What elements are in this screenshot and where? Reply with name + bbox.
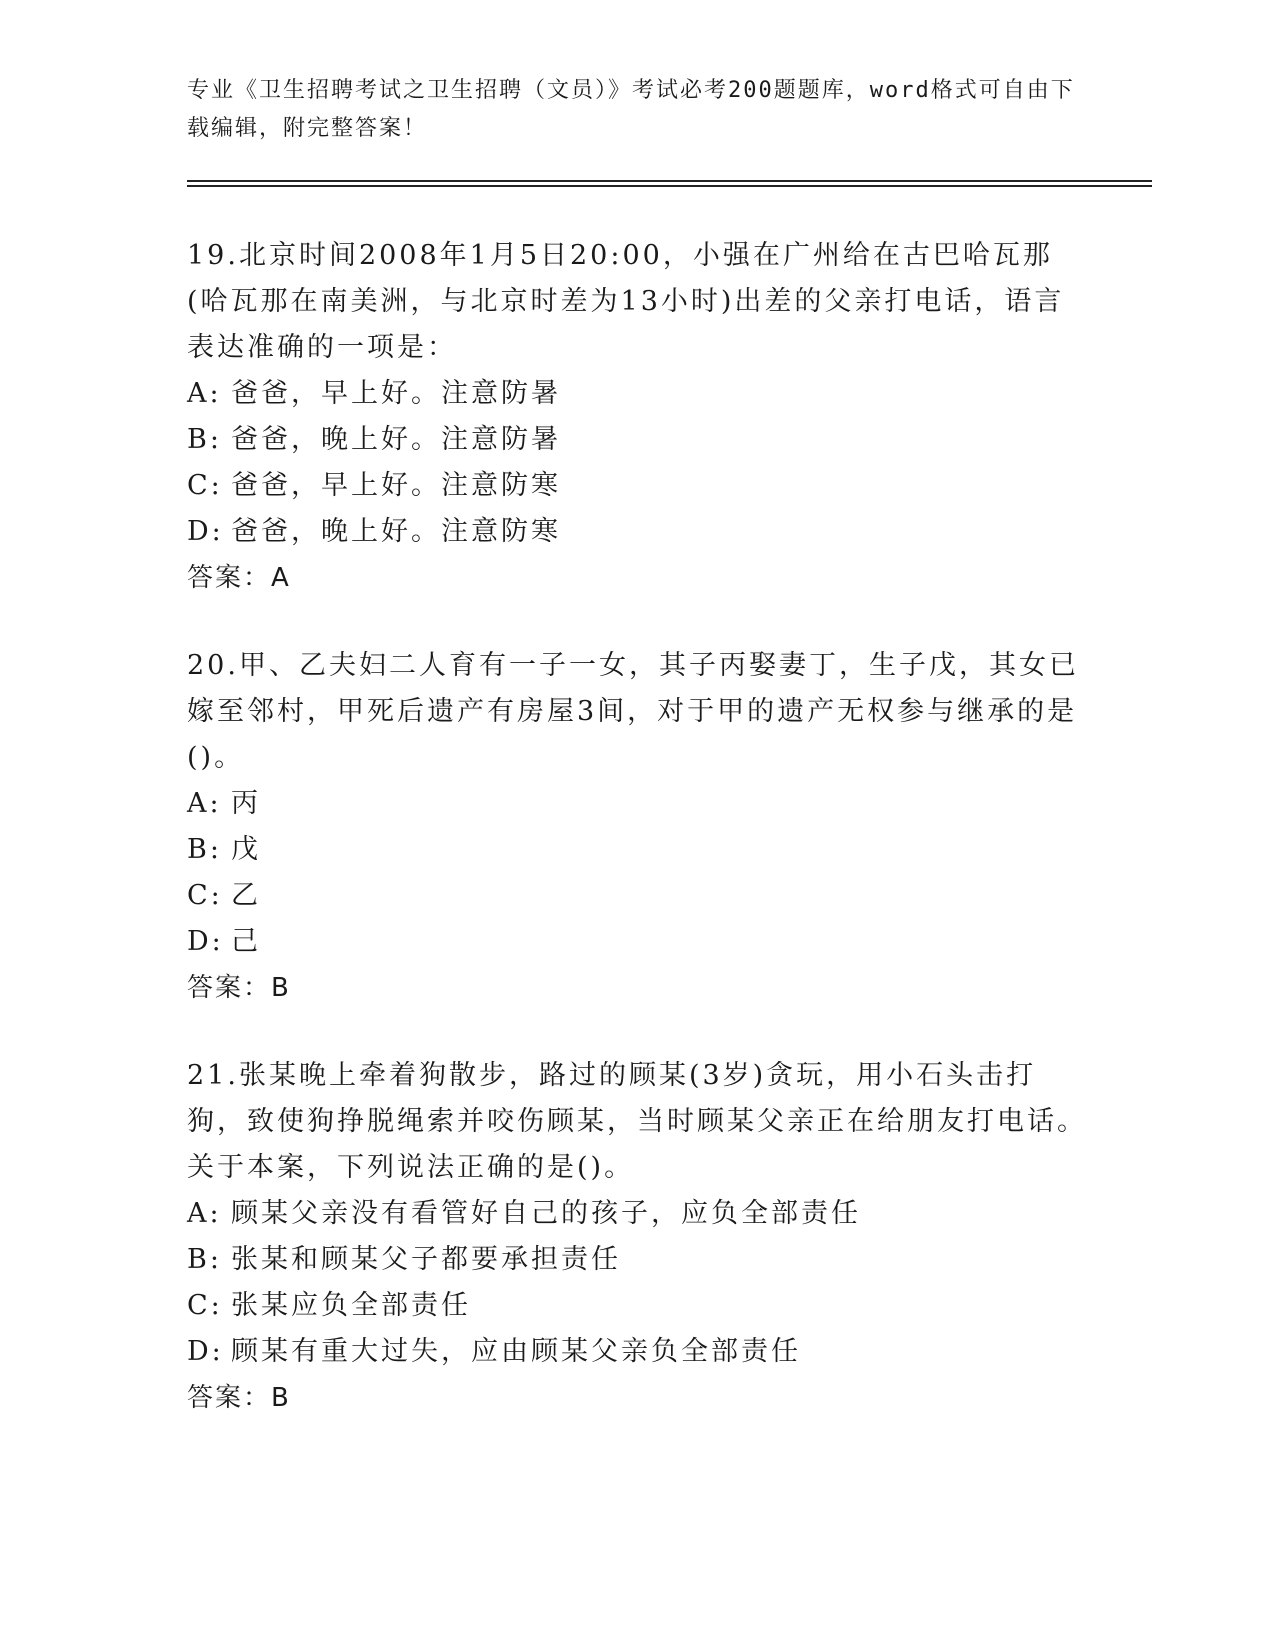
- option-text: 戊: [231, 834, 261, 865]
- option-key: B:: [187, 834, 222, 865]
- question-21: [187, 1053, 1087, 1421]
- option-key: A:: [187, 1198, 222, 1229]
- option-key: C:: [187, 1290, 223, 1321]
- option-d: [187, 1329, 1087, 1375]
- option-text: 爸爸，早上好。注意防寒: [231, 470, 561, 501]
- option-key: A:: [187, 378, 222, 409]
- document-header: [187, 72, 1087, 148]
- option-key: C:: [187, 470, 223, 501]
- question-20: [187, 643, 1087, 1011]
- option-a: [187, 781, 1087, 827]
- answer: 答案：A: [187, 563, 291, 593]
- option-c: [187, 1283, 1087, 1329]
- option-text: 丙: [231, 788, 261, 819]
- question-19: [187, 233, 1087, 601]
- option-key: B:: [187, 424, 222, 455]
- option-text: 乙: [231, 880, 261, 911]
- option-b: [187, 1237, 1087, 1283]
- option-text: 爸爸，晚上好。注意防暑: [231, 424, 561, 455]
- option-text: 张某应负全部责任: [231, 1290, 471, 1321]
- option-key: D:: [187, 1336, 224, 1367]
- option-a: [187, 371, 1087, 417]
- option-text: 顾某父亲没有看管好自己的孩子，应负全部责任: [231, 1198, 861, 1229]
- option-d: [187, 919, 1087, 965]
- question-stem: 19.北京时间2008年1月5日20:00，小强在广州给在古巴哈瓦那(哈瓦那在南美洲，与北京时差为13小时)出差的父亲打电话，语言表达准确的一项是：: [187, 240, 1065, 363]
- option-text: 爸爸，早上好。注意防暑: [231, 378, 561, 409]
- option-c: [187, 873, 1087, 919]
- option-text: 张某和顾某父子都要承担责任: [231, 1244, 621, 1275]
- option-b: [187, 417, 1087, 463]
- option-d: [187, 509, 1087, 555]
- option-text: 顾某有重大过失，应由顾某父亲负全部责任: [231, 1336, 801, 1367]
- option-key: D:: [187, 516, 224, 547]
- question-stem: 20.甲、乙夫妇二人育有一子一女，其子丙娶妻丁，生子戊，其女已嫁至邻村，甲死后遗产有房屋3间，对于甲的遗产无权参与继承的是()。: [187, 650, 1079, 773]
- answer: 答案：B: [187, 973, 291, 1003]
- question-stem: 21.张某晚上牵着狗散步，路过的顾某(3岁)贪玩，用小石头击打狗，致使狗挣脱绳索并咬伤顾某，当时顾某父亲正在给朋友打电话。关于本案，下列说法正确的是()。: [187, 1060, 1087, 1183]
- option-key: A:: [187, 788, 222, 819]
- header-divider-top: [187, 180, 1152, 182]
- option-b: [187, 827, 1087, 873]
- header-divider-bottom: [187, 185, 1152, 187]
- option-c: [187, 463, 1087, 509]
- option-text: 爸爸，晚上好。注意防寒: [231, 516, 561, 547]
- option-key: D:: [187, 926, 224, 957]
- option-text: 己: [231, 926, 261, 957]
- answer: 答案：B: [187, 1383, 291, 1413]
- option-a: [187, 1191, 1087, 1237]
- option-key: B:: [187, 1244, 222, 1275]
- option-key: C:: [187, 880, 223, 911]
- header-text: 专业《卫生招聘考试之卫生招聘（文员）》考试必考200题题库，word格式可自由下载编辑，附完整答案！: [187, 78, 1075, 141]
